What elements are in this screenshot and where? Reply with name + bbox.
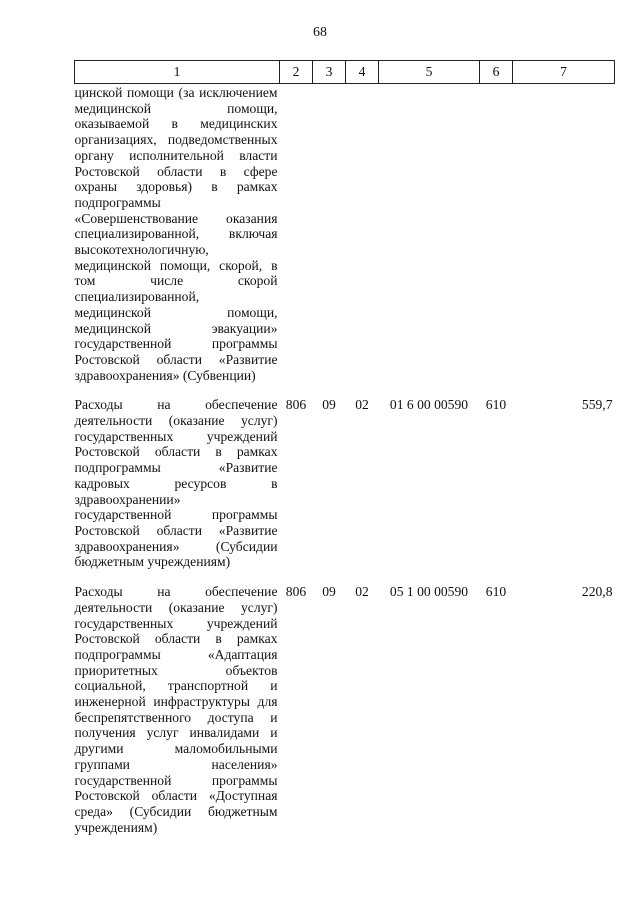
table-row — [75, 584, 615, 849]
column-header-2: 2 — [280, 61, 313, 84]
column-header-4: 4 — [346, 61, 379, 84]
continued-description-cell: цинской помощи (за исключением медицинской помощи, оказываемой в медицинских организациях, подведомственных органу исполнительной власти Ростовской области в сфере охраны здоровья) в рамках подпрограммы «Совершенствование оказания специализированной, включая высокотехнологичную, медицинской помощи, скорой, в том числе скорой специализированной, медицинской помощи, медицинской эвакуации» государственной программы Ростовской области «Развитие здравоохранения» (Субвенции) — [74, 85, 278, 383]
column-header-6: 6 — [480, 61, 513, 84]
page-number: 68 — [313, 25, 327, 40]
column-number-header-row — [75, 61, 615, 84]
section-code-cell: 09 — [322, 397, 336, 413]
column-header-5: 5 — [379, 61, 480, 84]
ministry-code-cell: 806 — [285, 397, 307, 413]
target-article-code-cell: 05 1 00 00590 — [389, 584, 469, 600]
expense-type-code-cell: 610 — [485, 397, 507, 413]
subsection-code-cell: 02 — [355, 584, 369, 600]
expense-description-cell: Расходы на обеспечение деятельности (оказание услуг) государственных учреждений Ростовской области в рамках подпрограммы «Развитие кадровых ресурсов в здравоохранении» государственной программы Ростовской области «Развитие здравоохранения» (Субсидии бюджетным учреждениям) — [74, 397, 278, 570]
column-header-7: 7 — [513, 61, 615, 84]
ministry-code-cell: 806 — [285, 584, 307, 600]
expense-description-cell: Расходы на обеспечение деятельности (оказание услуг) государственных учреждений Ростовской области в рамках подпрограммы «Адаптация приоритетных объектов социальной, транспортной и инженерной инфраструктуры для беспрепятственного доступа и получения услуг инвалидами и другими маломобильными группами населения» государственной программы Ростовской области «Доступная среда» (Субсидии бюджетным учреждениям) — [74, 584, 278, 835]
subsection-code-cell: 02 — [355, 397, 369, 413]
amount-cell: 220,8 — [581, 584, 613, 600]
table-row — [75, 397, 615, 584]
column-header-1: 1 — [75, 61, 280, 84]
target-article-code-cell: 01 6 00 00590 — [389, 397, 469, 413]
expense-type-code-cell: 610 — [485, 584, 507, 600]
table-row-continued — [75, 84, 615, 398]
section-code-cell: 09 — [322, 584, 336, 600]
budget-table — [74, 60, 615, 849]
amount-cell: 559,7 — [581, 397, 613, 413]
column-header-3: 3 — [313, 61, 346, 84]
